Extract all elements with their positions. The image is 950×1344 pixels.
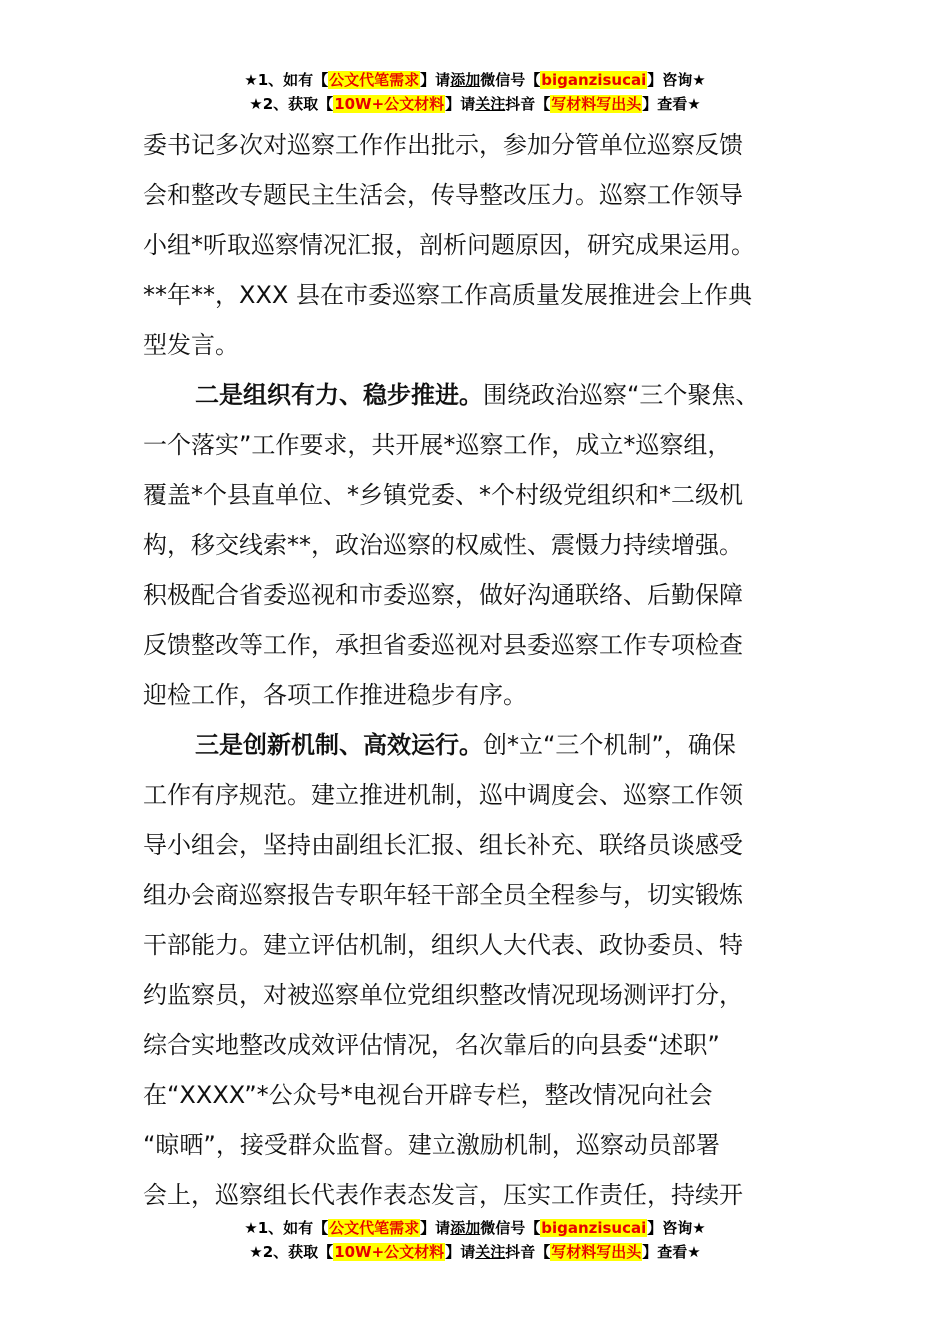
banner-text: ★2、获取【 [249, 95, 334, 113]
text-line: 覆盖*个县直单位、*乡镇党委、*个村级党组织和*二级机 [143, 481, 743, 509]
highlight-service: 公文代笔需求 [329, 1219, 420, 1237]
footer-banner [0, 1216, 950, 1264]
banner-text: 】请 [420, 1219, 451, 1237]
banner-text: 】请 [420, 71, 451, 89]
banner-text: 抖音【 [505, 95, 551, 113]
text-line: 导小组会，坚持由副组长汇报、组长补充、联络员谈感受 [143, 831, 743, 859]
text-line: 委书记多次对巡察工作作出批示，参加分管单位巡察反馈 [143, 131, 743, 159]
text-line: 一个落实”工作要求，共开展*巡察工作，成立*巡察组， [143, 431, 732, 459]
paragraph-text: 创*立“三个机制”，确保 [483, 731, 736, 759]
text-line: 约监察员，对被巡察单位党组织整改情况现场测评打分， [143, 981, 743, 1009]
highlight-wechat-id: biganzisucai [541, 1219, 647, 1237]
paragraph-lead: 三是创新机制、高效运行。 [195, 731, 483, 759]
banner-text: 】咨询★ [647, 1219, 706, 1237]
text-line: “晾晒”，接受群众监督。建立激励机制，巡察动员部署 [143, 1131, 720, 1159]
text-line: 积极配合省委巡视和市委巡察，做好沟通联络、后勤保障 [143, 581, 743, 609]
banner-text: 微信号【 [480, 71, 541, 89]
paragraph-1 [143, 120, 823, 370]
text-line: 反馈整改等工作，承担省委巡视对县委巡察工作专项检查 [143, 631, 743, 659]
highlight-wechat-id: biganzisucai [541, 71, 647, 89]
text-line: 工作有序规范。建立推进机制，巡中调度会、巡察工作领 [143, 781, 743, 809]
text-line: 组办会商巡察报告专职年轻干部全员全程参与，切实锻炼 [143, 881, 743, 909]
banner-underlined: 添加 [450, 1219, 481, 1237]
banner-text: 】请 [445, 1243, 476, 1261]
text-line: 小组*听取巡察情况汇报，剖析问题原因，研究成果运用。 [143, 231, 755, 259]
banner-line-2 [0, 1240, 950, 1264]
banner-line-1 [0, 1216, 950, 1240]
text-line: 在“XXXX”*公众号*电视台开辟专栏，整改情况向社会 [143, 1081, 713, 1109]
text-line [143, 720, 823, 770]
paragraph-text: 围绕政治巡察“三个聚焦、 [483, 381, 760, 409]
banner-text: 】查看★ [642, 95, 701, 113]
banner-underlined: 关注 [475, 95, 506, 113]
banner-text: 】请 [445, 95, 476, 113]
highlight-douyin-id: 写材料写出头 [551, 1243, 642, 1261]
banner-text: 】咨询★ [647, 71, 706, 89]
banner-line-2 [0, 92, 950, 116]
highlight-douyin-id: 写材料写出头 [551, 95, 642, 113]
text-line: 会和整改专题民主生活会，传导整改压力。巡察工作领导 [143, 181, 743, 209]
banner-underlined: 关注 [475, 1243, 506, 1261]
banner-text: 微信号【 [480, 1219, 541, 1237]
banner-text: 】查看★ [642, 1243, 701, 1261]
text-line: 迎检工作，各项工作推进稳步有序。 [143, 681, 527, 709]
paragraph-2 [143, 370, 823, 720]
banner-text: ★2、获取【 [249, 1243, 334, 1261]
text-line: 综合实地整改成效评估情况，名次靠后的向县委“述职” [143, 1031, 720, 1059]
text-line: 构，移交线索**，政治巡察的权威性、震慑力持续增强。 [143, 531, 743, 559]
highlight-service: 公文代笔需求 [329, 71, 420, 89]
document-body [143, 120, 823, 1220]
highlight-materials: 10W+公文材料 [334, 1243, 445, 1261]
banner-underlined: 添加 [450, 71, 481, 89]
banner-line-1 [0, 68, 950, 92]
text-line: **年**，XXX 县在市委巡察工作高质量发展推进会上作典 [143, 281, 752, 309]
banner-text: ★1、如有【 [244, 1219, 329, 1237]
header-banner [0, 68, 950, 116]
paragraph-3 [143, 720, 823, 1220]
paragraph-lead: 二是组织有力、稳步推进。 [195, 381, 483, 409]
banner-text: 抖音【 [505, 1243, 551, 1261]
text-line: 型发言。 [143, 331, 239, 359]
text-line: 会上，巡察组长代表作表态发言，压实工作责任，持续开 [143, 1181, 743, 1209]
banner-text: ★1、如有【 [244, 71, 329, 89]
text-line [143, 370, 823, 420]
text-line: 干部能力。建立评估机制，组织人大代表、政协委员、特 [143, 931, 743, 959]
highlight-materials: 10W+公文材料 [334, 95, 445, 113]
